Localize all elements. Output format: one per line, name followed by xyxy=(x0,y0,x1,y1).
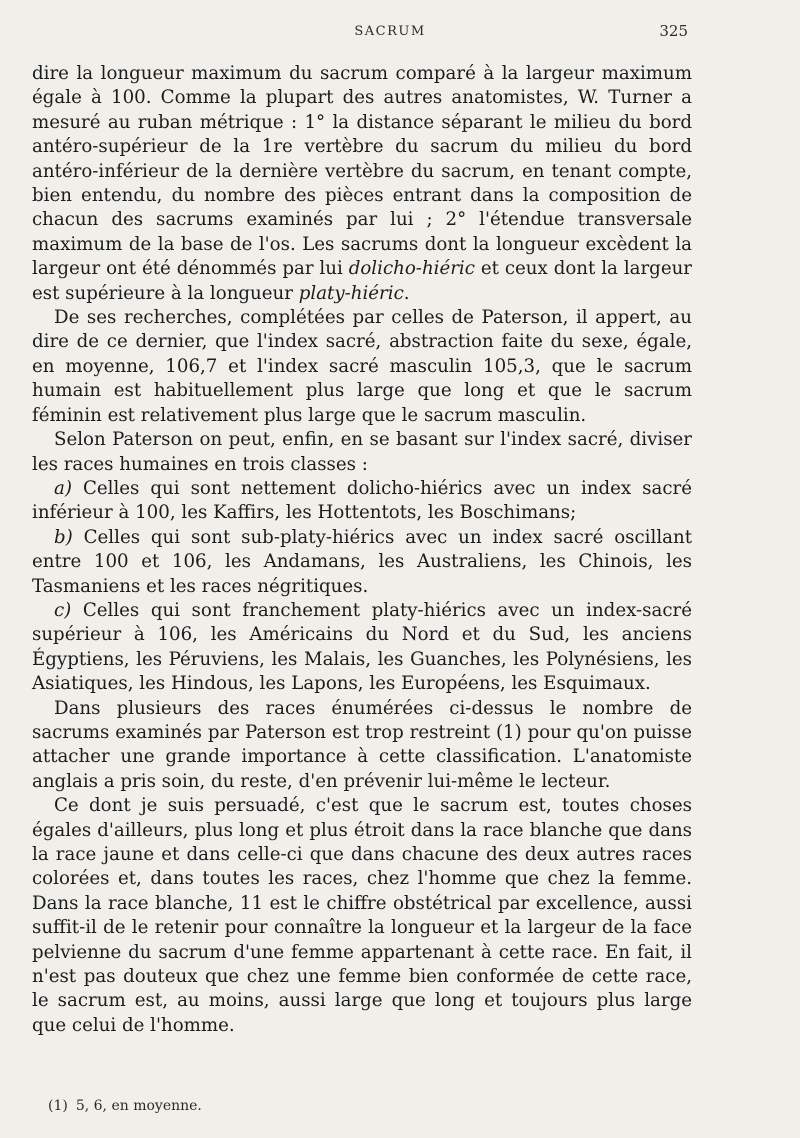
body-text xyxy=(32,62,692,1038)
list-item: b) Celles qui sont sub-platy-hiérics avec un index sacré oscillant entre 100 et 106, les Andamans, les Australiens, les Chinois, les Tasmaniens et les races négritiques. xyxy=(32,526,692,597)
list-item: c) Celles qui sont franchement platy-hiérics avec un index-sacré supérieur à 106, les Américains du Nord et du Sud, les anciens Égyptiens, les Péruviens, les Malais, les Guanches, les Polynésiens, les Asiatiques, les Hindous, les Lapons, les Européens, les Esquimaux. xyxy=(32,599,692,695)
footnote-marker: (1) xyxy=(48,1098,68,1114)
footnote-ref: (1) xyxy=(495,721,522,743)
paragraph: Dans plusieurs des races énumérées ci-dessus le nombre de sacrums examinés par Paterson est trop restreint (1) pour qu'on puisse attacher une grande importance à cette classification. L'anatomiste anglais a pris soin, du reste, d'en prévenir lui-même le lecteur. xyxy=(32,697,692,792)
footnote-text: 5, 6, en moyenne. xyxy=(75,1098,202,1114)
list-item: a) Celles qui sont nettement dolicho-hiérics avec un index sacré inférieur à 100, les Kaffirs, les Hottentots, les Boschimans; xyxy=(32,477,692,524)
paragraph: Ce dont je suis persuadé, c'est que le sacrum est, toutes choses égales d'ailleurs, plus long et plus étroit dans la race blanche que dans la race jaune et dans celle-ci que dans chacune des deux autres races colorées et, dans toutes les races, chez l'homme que chez la femme. Dans la race blanche, 11 est le chiffre obstétrical par excellence, aussi suffit-il de le retenir pour connaître la longueur et la largeur de la face pelvienne du sacrum d'une femme appartenant à cette race. En fait, il n'est pas douteux que chez une femme bien conformée de cette race, le sacrum est, au moins, aussi large que long et toujours plus large que celui de l'homme. xyxy=(32,795,692,1036)
paragraph: dire la longueur maximum du sacrum comparé à la largeur maximum égale à 100. Comme la plupart des autres anatomistes, W. Turner a mesuré au ruban métrique : 1° la distance séparant le milieu du bord antéro-supérieur de la 1re vertèbre du sacrum du milieu du bord antéro-inférieur de la dernière vertèbre du sacrum, en tenant compte, bien entendu, du nombre des pièces entrant dans la composition de chacun des sacrums examinés par lui ; 2° l'étendue transversale maximum de la base de l'os. Les sacrums dont la longueur excèdent la largeur ont été dénommés par lui dolicho-hiéric et ceux dont la largeur est supérieure à la longueur platy-hiéric. xyxy=(32,63,692,304)
running-title: SACRUM xyxy=(354,24,426,39)
list-marker: b) xyxy=(54,526,73,548)
term-dolicho: dolicho-hiéric xyxy=(348,258,475,280)
list-marker: a) xyxy=(54,477,72,499)
term-platy: platy-hiéric xyxy=(298,282,404,304)
list-marker: c) xyxy=(54,599,72,621)
paragraph: Selon Paterson on peut, enfin, en se basant sur l'index sacré, diviser les races humaines en trois classes : xyxy=(32,429,692,475)
footnote xyxy=(48,1098,648,1114)
paragraph: De ses recherches, complétées par celles de Paterson, il appert, au dire de ce dernier, que l'index sacré, abstraction faite du sexe, égale, en moyenne, 106,7 et l'index sacré masculin 105,3, que le sacrum humain est habituellement plus large que long et que le sacrum féminin est relativement plus large que le sacrum masculin. xyxy=(32,307,692,426)
page-number: 325 xyxy=(659,22,688,40)
